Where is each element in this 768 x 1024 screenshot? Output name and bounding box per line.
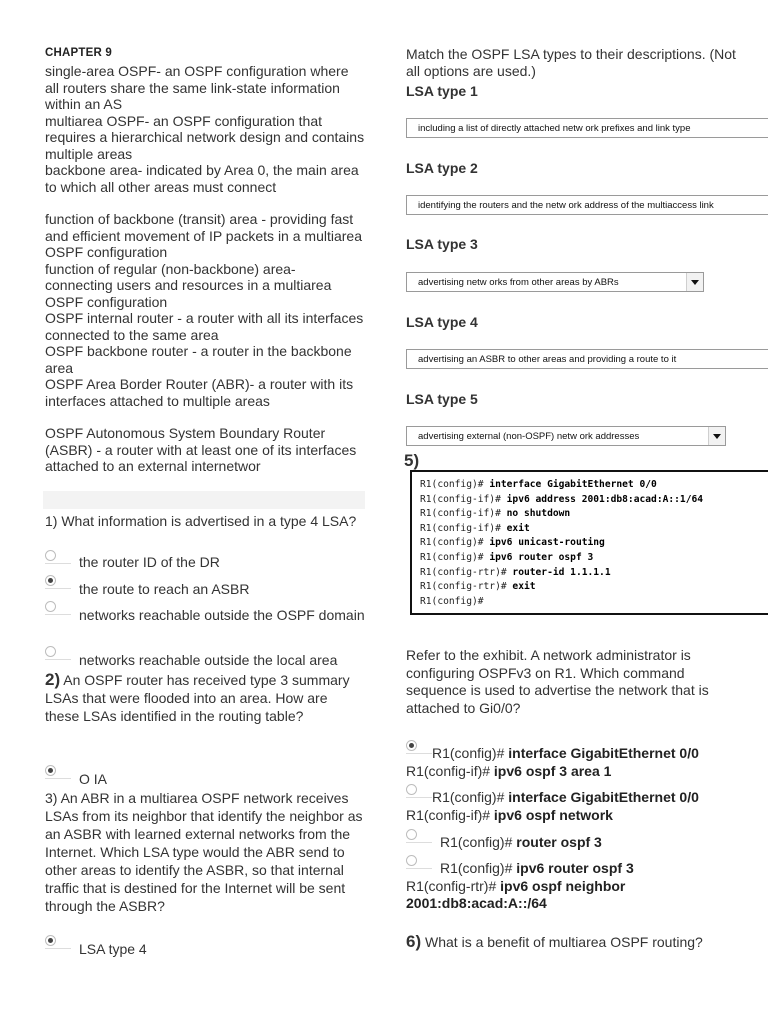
- q1-option-4[interactable]: [45, 646, 365, 669]
- question-6-text: [406, 933, 706, 952]
- radio-selected-icon[interactable]: [45, 765, 56, 776]
- question-2-text: [45, 671, 365, 725]
- dropdown-arrow-icon[interactable]: [686, 273, 703, 291]
- lsa-type-4-select[interactable]: advertising an ASBR to other areas and providing a route to it: [406, 349, 768, 369]
- definition: OSPF Area Border Router (ABR)- a router with its interfaces attached to multiple areas: [45, 376, 354, 409]
- option-label: networks reachable outside the OSPF domain: [79, 607, 365, 623]
- question-number: 2): [45, 670, 61, 689]
- definition: backbone area- indicated by Area 0, the main area to which all other areas must connect: [45, 162, 359, 195]
- q1-option-1[interactable]: [45, 550, 365, 571]
- question-body: What is a benefit of multiarea OSPF routing?: [421, 934, 703, 950]
- option-label: LSA type 4: [79, 941, 147, 957]
- option-label: the route to reach an ASBR: [79, 581, 250, 597]
- lsa-type-5-label: LSA type 5: [406, 391, 478, 407]
- question-body: An OSPF router has received type 3 summary LSAs that were flooded into an area. How are these LSAs identified in the routing table?: [45, 672, 350, 724]
- dropdown-arrow-icon[interactable]: [708, 427, 725, 445]
- radio-icon[interactable]: [45, 646, 56, 657]
- q5-option-1[interactable]: [406, 740, 766, 780]
- definitions-list: [45, 63, 365, 475]
- radio-selected-icon[interactable]: [45, 575, 56, 586]
- option-label: O IA: [79, 771, 108, 787]
- radio-icon[interactable]: [45, 550, 56, 561]
- chapter-heading: CHAPTER 9: [45, 47, 112, 59]
- q1-option-2[interactable]: [45, 575, 365, 598]
- section-divider: [43, 491, 365, 509]
- question-3-text: 3) An ABR in a multiarea OSPF network receives LSAs from its neighbor that identify the neighbor as an ASBR with learned external networks from the Internet. Which LSA type would the ABR send to other areas to identify the ASBR, so that internal traffic that is destined for the Internet will be sent through the ASBR?: [45, 790, 363, 914]
- lsa-type-2-select[interactable]: identifying the routers and the netw ork address of the multiaccess link: [406, 195, 768, 215]
- radio-selected-icon[interactable]: [45, 935, 56, 946]
- option-label: the router ID of the DR: [79, 554, 220, 570]
- question-5-text: Refer to the exhibit. A network administrator is configuring OSPFv3 on R1. Which command sequence is used to advertise the network that is attached to Gi0/0?: [406, 647, 709, 716]
- option-label: R1(config)# interface GigabitEthernet 0/0 R1(config-if)# ipv6 ospf 3 area 1: [406, 745, 699, 779]
- option-label: R1(config)# router ospf 3: [440, 834, 602, 850]
- definition: OSPF backbone router - a router in the backbone area: [45, 343, 352, 376]
- definition: OSPF internal router - a router with all its interfaces connected to the same area: [45, 310, 364, 343]
- option-label: R1(config)# ipv6 router ospf 3 R1(config-rtr)# ipv6 ospf neighbor 2001:db8:acad:A::/64: [406, 860, 634, 911]
- lsa-type-1-label: LSA type 1: [406, 83, 478, 99]
- definition: function of regular (non-backbone) area- connecting users and resources in a multiarea OSPF configuration: [45, 260, 332, 310]
- q3-answer-option[interactable]: [45, 935, 365, 958]
- definition: OSPF Autonomous System Boundary Router (ASBR) - a router with at least one of its interfaces attached to an external internetwor: [45, 425, 357, 474]
- question-number: 6): [406, 932, 422, 951]
- lsa-type-1-select[interactable]: including a list of directly attached netw ork prefixes and link type: [406, 118, 768, 138]
- select-value: advertising netw orks from other areas by ABRs: [418, 277, 619, 288]
- match-question-text: Match the OSPF LSA types to their descriptions. (Not all options are used.): [406, 46, 736, 79]
- exhibit-config: R1(config)# interface GigabitEthernet 0/0 R1(config-if)# ipv6 address 2001:db8:acad:A::1/64 R1(config-if)# no shutdown R1(config-if)# exit R1(config)# ipv6 unicast-routing R1(config)# ipv6 router ospf 3 R1(config-rtr)# router-id 1.1.1.1 R1(config-rtr)# exit R1(config)#: [410, 470, 768, 615]
- lsa-type-2-label: LSA type 2: [406, 160, 478, 176]
- radio-icon[interactable]: [406, 855, 417, 866]
- lsa-type-3-label: LSA type 3: [406, 236, 478, 252]
- definition: single-area OSPF- an OSPF configuration where all routers share the same link-state information within an AS: [45, 63, 349, 112]
- option-label: networks reachable outside the local area: [79, 652, 338, 668]
- radio-icon[interactable]: [45, 601, 56, 612]
- q5-option-2[interactable]: [406, 784, 766, 824]
- q5-option-3[interactable]: [406, 829, 766, 852]
- lsa-type-4-label: LSA type 4: [406, 314, 478, 330]
- radio-icon[interactable]: [406, 784, 417, 795]
- question-5-number: 5): [404, 451, 420, 470]
- q1-option-3[interactable]: [45, 601, 365, 624]
- select-value: advertising external (non-OSPF) netw ork addresses: [418, 431, 640, 442]
- option-label: R1(config)# interface GigabitEthernet 0/0 R1(config-if)# ipv6 ospf network: [406, 789, 699, 823]
- q5-option-4[interactable]: [406, 855, 766, 913]
- question-1-text: 1) What information is advertised in a type 4 LSA?: [45, 513, 357, 529]
- lsa-type-3-select[interactable]: [406, 272, 704, 292]
- radio-icon[interactable]: [406, 829, 417, 840]
- radio-selected-icon[interactable]: [406, 740, 417, 751]
- q2-answer-option[interactable]: [45, 765, 365, 788]
- definition: function of backbone (transit) area - providing fast and efficient movement of IP packets in a multiarea OSPF configuration: [45, 211, 362, 260]
- lsa-type-5-select[interactable]: [406, 426, 726, 446]
- definition: multiarea OSPF- an OSPF configuration that requires a hierarchical network design and contains multiple areas: [45, 112, 365, 162]
